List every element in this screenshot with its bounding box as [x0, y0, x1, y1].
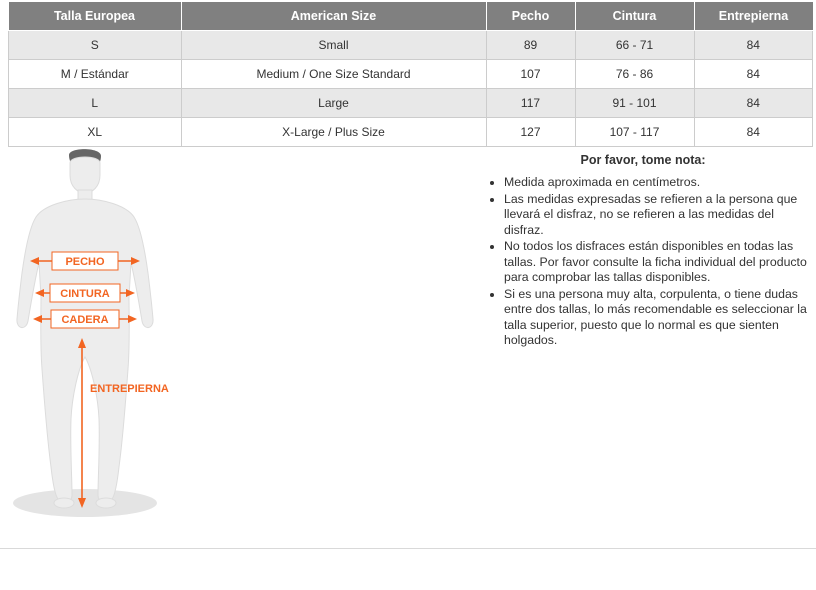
cell-chest: 89: [486, 31, 575, 60]
cell-size-us: Large: [181, 89, 486, 118]
cell-size-eu: L: [9, 89, 182, 118]
list-item: • Si es una persona muy alta, corpulenta, o tiene dudas entre dos tallas, lo más recomendable es seleccionar la talla superior, puesto que lo normal es que sienten holgados.: [504, 287, 808, 349]
table-row: [9, 31, 813, 60]
waist-arrow-right-icon: [126, 289, 135, 297]
notes-panel: [478, 147, 808, 350]
column-header-pecho: Pecho: [486, 2, 575, 31]
hip-arrow-left-icon: [33, 315, 42, 323]
list-item: • Medida aproximada en centímetros.: [504, 175, 808, 191]
hip-label: CADERA: [61, 314, 109, 326]
notes-list: [478, 175, 808, 349]
table-row: [9, 60, 813, 89]
cell-size-us: Medium / One Size Standard: [181, 60, 486, 89]
cell-inseam: 84: [694, 118, 813, 147]
size-guide-page: [0, 2, 816, 590]
table-row: [9, 89, 813, 118]
column-header-talla-europea: Talla Europea: [9, 2, 182, 31]
size-chart-table: [8, 2, 813, 147]
cell-chest: 127: [486, 118, 575, 147]
cell-inseam: 84: [694, 89, 813, 118]
column-header-cintura: Cintura: [575, 2, 694, 31]
cell-size-eu: XL: [9, 118, 182, 147]
list-item: • Las medidas expresadas se refieren a la persona que llevará el disfraz, no se refieren a las medidas del disfraz.: [504, 192, 808, 239]
chest-label: PECHO: [65, 256, 105, 268]
right-foot: [96, 498, 116, 508]
hip-arrow-right-icon: [128, 315, 137, 323]
cell-size-us: Small: [181, 31, 486, 60]
cell-inseam: 84: [694, 60, 813, 89]
column-header-entrepierna: Entrepierna: [694, 2, 813, 31]
body-silhouette: [17, 199, 153, 502]
cell-waist: 66 - 71: [575, 31, 694, 60]
head-shape: [70, 157, 100, 193]
bottom-divider: [0, 548, 816, 549]
cell-chest: 117: [486, 89, 575, 118]
cell-waist: 107 - 117: [575, 118, 694, 147]
body-diagram-svg: [0, 147, 470, 567]
inseam-label: ENTREPIERNA: [90, 383, 169, 395]
column-header-american-size: American Size: [181, 2, 486, 31]
cell-size-eu: S: [9, 31, 182, 60]
cell-size-us: X-Large / Plus Size: [181, 118, 486, 147]
list-item: • No todos los disfraces están disponibles en todas las tallas. Por favor consulte la ficha individual del producto para comprobar las tallas disponibles.: [504, 239, 808, 286]
lower-section: [0, 147, 816, 567]
left-foot: [54, 498, 74, 508]
measurement-figure: [0, 147, 470, 567]
table-header-row: [9, 2, 813, 31]
waist-arrow-left-icon: [35, 289, 44, 297]
cell-waist: 91 - 101: [575, 89, 694, 118]
cell-waist: 76 - 86: [575, 60, 694, 89]
cell-size-eu: M / Estándar: [9, 60, 182, 89]
cell-inseam: 84: [694, 31, 813, 60]
table-header: [9, 2, 813, 31]
table-body: [9, 31, 813, 147]
floor-shadow: [13, 489, 157, 517]
table-row: [9, 118, 813, 147]
cell-chest: 107: [486, 60, 575, 89]
waist-label: CINTURA: [60, 288, 110, 300]
notes-title: Por favor, tome nota:: [580, 153, 706, 167]
